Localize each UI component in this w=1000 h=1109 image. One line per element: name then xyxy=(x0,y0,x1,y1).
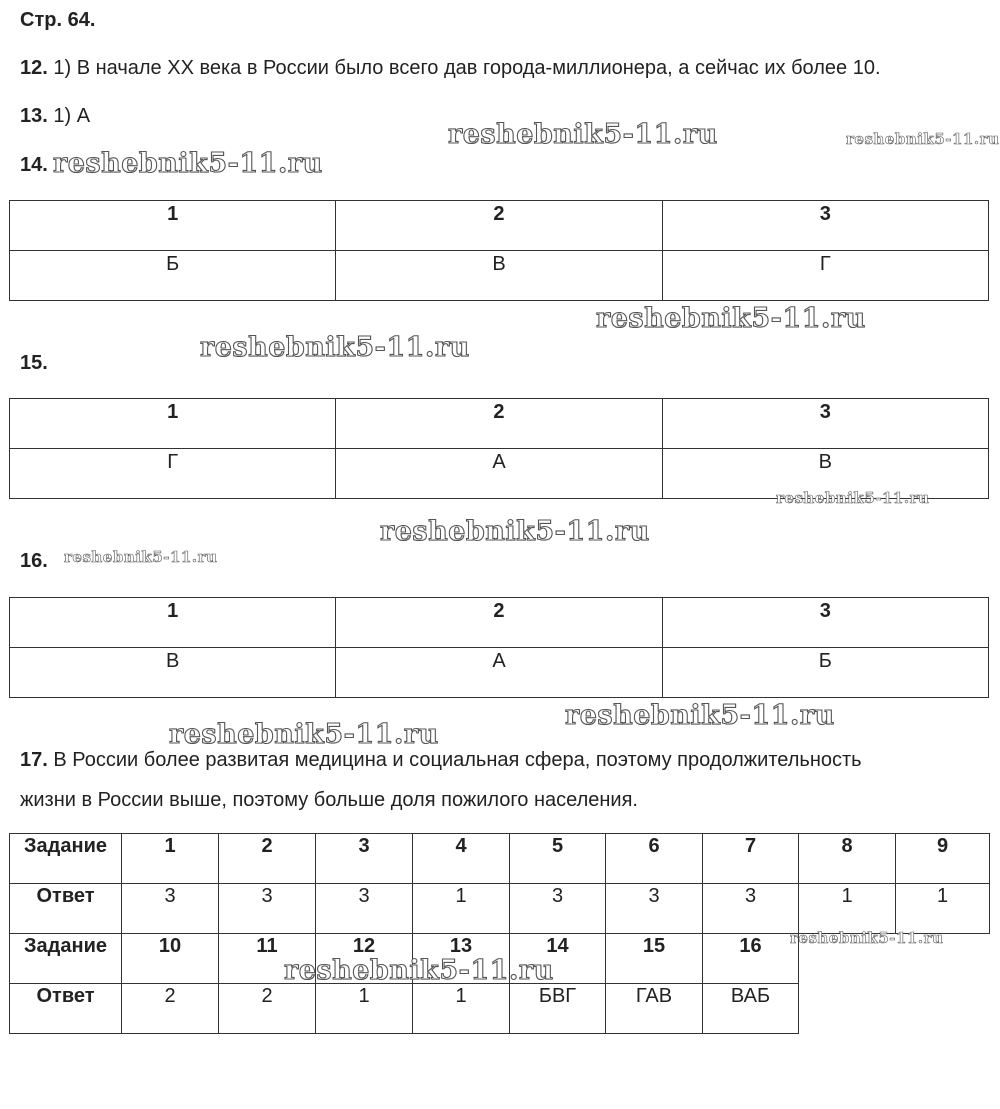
task-label: Задание xyxy=(10,834,122,884)
table-header-cell: 1 xyxy=(10,201,336,251)
table-cell: А xyxy=(336,449,662,499)
watermark: reshebnik5-11.ru xyxy=(565,700,835,731)
watermark: reshebnik5-11.ru xyxy=(776,489,930,507)
task-number: 3 xyxy=(316,834,413,884)
table-header-cell: 2 xyxy=(336,399,662,449)
task-number: 4 xyxy=(413,834,510,884)
table-header-cell: 2 xyxy=(336,598,662,648)
table-header-row xyxy=(10,399,989,449)
task-number: 12 xyxy=(316,934,413,984)
table-header-cell: 1 xyxy=(10,598,336,648)
answer-cell: 2 xyxy=(219,984,316,1034)
task-number: 2 xyxy=(219,834,316,884)
table-header-cell: 2 xyxy=(336,201,662,251)
table-header-row xyxy=(10,598,989,648)
question-number: 13. xyxy=(20,105,48,127)
watermark: reshebnik5-11.ru xyxy=(200,332,470,363)
table-cell: В xyxy=(10,648,336,698)
watermark: reshebnik5-11.ru xyxy=(169,719,439,750)
task-number: 1 xyxy=(122,834,219,884)
task-number: 7 xyxy=(703,834,799,884)
answer-text: 1) В начале XX века в России было всего дав города-миллионера, а сейчас их более 10. xyxy=(53,57,881,79)
answer-cell: 1 xyxy=(896,884,990,934)
question-number: 17. xyxy=(20,749,48,771)
answer-cell: 3 xyxy=(510,884,606,934)
table-cell: Г xyxy=(10,449,336,499)
answer-cell: 3 xyxy=(703,884,799,934)
answer-cell: 1 xyxy=(413,884,510,934)
table-cell: А xyxy=(336,648,662,698)
table-row xyxy=(10,251,989,301)
watermark: reshebnik5-11.ru xyxy=(64,548,218,566)
question-16-label: 16. xyxy=(20,550,48,572)
watermark: reshebnik5-11.ru xyxy=(380,516,650,547)
answer-cell: 3 xyxy=(122,884,219,934)
question-12 xyxy=(20,56,881,80)
answer-cell: 3 xyxy=(316,884,413,934)
empty-cell xyxy=(799,984,896,1034)
answer-cell: 2 xyxy=(122,984,219,1034)
task-number: 8 xyxy=(799,834,896,884)
empty-cell xyxy=(896,984,990,1034)
answer-table-15 xyxy=(9,398,989,499)
watermark: reshebnik5-11.ru xyxy=(596,303,866,334)
table-header-cell: 3 xyxy=(662,399,988,449)
table-cell: В xyxy=(336,251,662,301)
answer-cell: БВГ xyxy=(510,984,606,1034)
task-number: 16 xyxy=(703,934,799,984)
task-number: 14 xyxy=(510,934,606,984)
answer-cell: 1 xyxy=(799,884,896,934)
table-cell: В xyxy=(662,449,988,499)
task-number: 15 xyxy=(606,934,703,984)
answer-table-14 xyxy=(9,200,989,301)
answer-label: Ответ xyxy=(10,984,122,1034)
table-header-cell: 3 xyxy=(662,201,988,251)
watermark: reshebnik5-11.ru xyxy=(790,929,944,947)
question-15-label: 15. xyxy=(20,352,48,374)
answer-cell: ГАВ xyxy=(606,984,703,1034)
summary-answer-row xyxy=(10,984,990,1034)
answer-text: 1) А xyxy=(53,105,91,127)
answer-cell: 3 xyxy=(219,884,316,934)
task-number: 11 xyxy=(219,934,316,984)
table-cell: Б xyxy=(662,648,988,698)
answer-text-line-2: жизни в России выше, поэтому больше доля пожилого населения. xyxy=(20,789,638,811)
watermark: reshebnik5-11.ru xyxy=(448,119,718,150)
question-number: 12. xyxy=(20,57,48,79)
watermark: reshebnik5-11.ru xyxy=(53,148,323,179)
table-cell: Б xyxy=(10,251,336,301)
table-header-cell: 1 xyxy=(10,399,336,449)
task-label: Задание xyxy=(10,934,122,984)
task-number: 5 xyxy=(510,834,606,884)
task-number: 9 xyxy=(896,834,990,884)
answer-text-line-1: В России более развитая медицина и социальная сфера, поэтому продолжительность xyxy=(53,749,862,771)
question-13 xyxy=(20,104,90,128)
task-number: 10 xyxy=(122,934,219,984)
watermark: reshebnik5-11.ru xyxy=(846,130,1000,148)
table-row xyxy=(10,648,989,698)
summary-task-row xyxy=(10,834,990,884)
summary-answer-row xyxy=(10,884,990,934)
question-17 xyxy=(20,748,862,772)
table-header-cell: 3 xyxy=(662,598,988,648)
answer-cell: 1 xyxy=(413,984,510,1034)
answer-table-16 xyxy=(9,597,989,698)
watermark: reshebnik5-11.ru xyxy=(284,955,554,986)
answer-cell: 3 xyxy=(606,884,703,934)
task-number: 6 xyxy=(606,834,703,884)
question-14-label: 14. xyxy=(20,154,48,176)
table-header-row xyxy=(10,201,989,251)
answer-label: Ответ xyxy=(10,884,122,934)
task-number: 13 xyxy=(413,934,510,984)
page-title: Стр. 64. xyxy=(20,9,96,31)
table-cell: Г xyxy=(662,251,988,301)
answer-cell: 1 xyxy=(316,984,413,1034)
answer-cell: ВАБ xyxy=(703,984,799,1034)
